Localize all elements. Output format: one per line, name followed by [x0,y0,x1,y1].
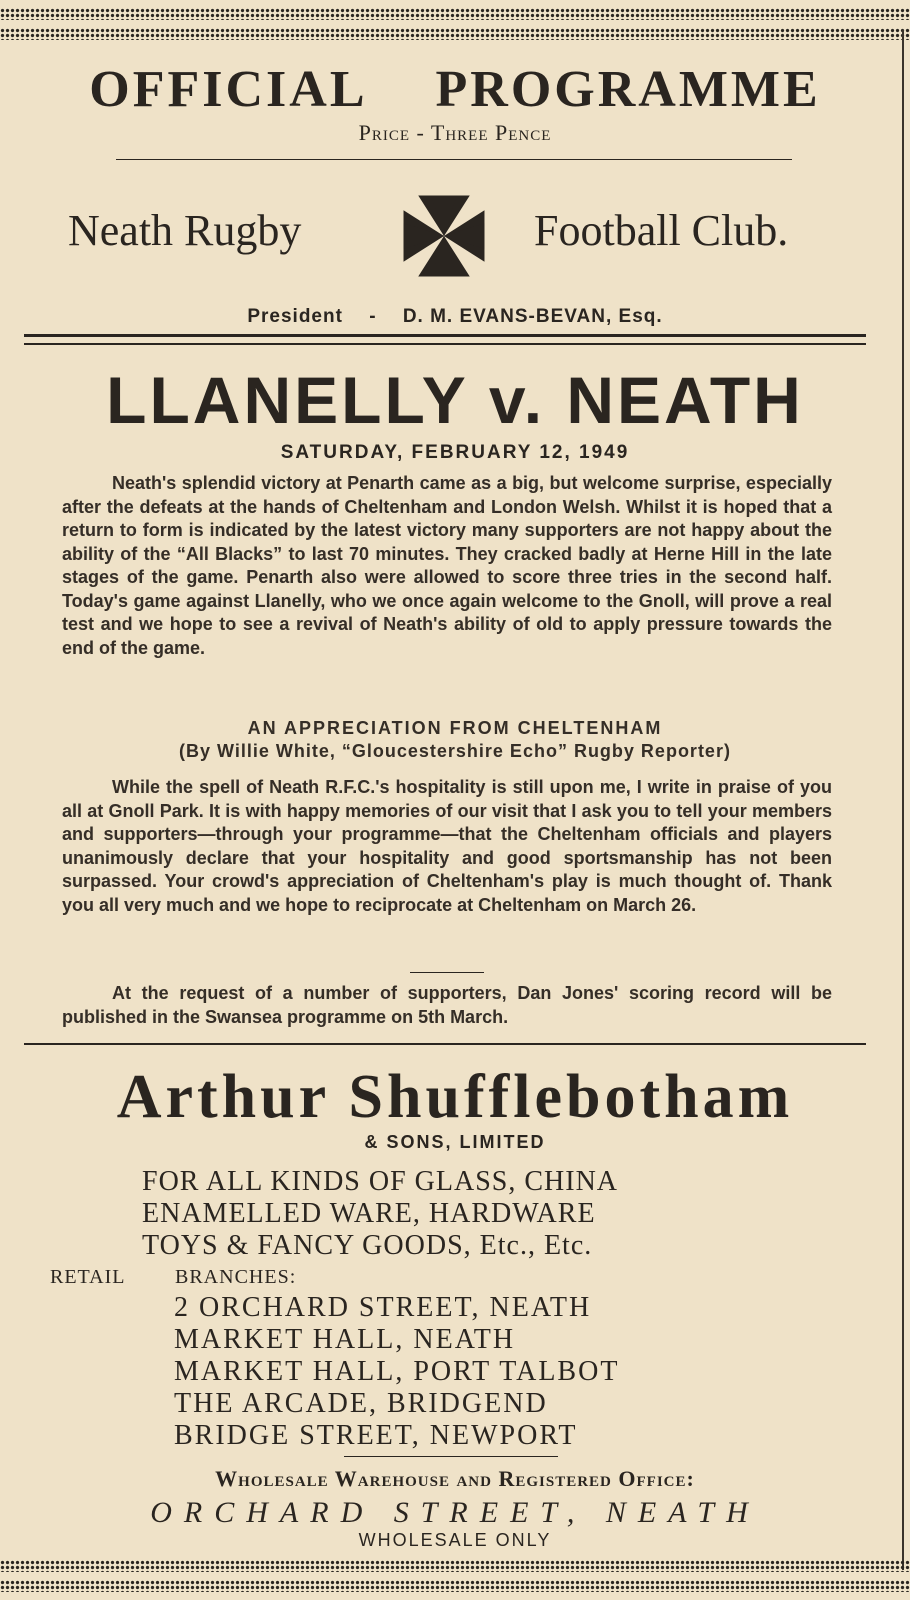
branch-item: MARKET HALL, PORT TALBOT [174,1356,620,1387]
match-date: SATURDAY, FEBRUARY 12, 1949 [280,442,630,463]
branch-item: MARKET HALL, NEATH [174,1324,516,1355]
club-name-right: Football Club. [534,206,789,255]
top-dotted-border-inner [0,28,910,40]
branch-item: BRIDGE STREET, NEWPORT [174,1420,578,1451]
maltese-cross-icon [398,190,490,282]
scoring-notice: At the request of a number of supporters, Dan Jones' scoring record will be published in the Swansea programme on 5th March. [62,983,832,1027]
advertiser-name: Arthur Shufflebotham [116,1063,794,1131]
appreciation-body: While the spell of Neath R.F.C.'s hospitality is still upon me, I write in praise of you all at Gnoll Park. It is with happy memories of our visit that I ask you to tell your members and supporters—through your programme—that the Cheltenham officials and players unanimously declare that your hospitality and good sportsmanship has not been surpassed. Your crowd's appreciation of Cheltenham's play is much thought of. Thank you all very much and we hope to reciprocate at Cheltenham on March 26. [62,777,832,915]
programme-price: Price - Three Pence [358,120,552,145]
president-separator: - [369,306,377,327]
title-programme: PROGRAMME [435,61,821,118]
retail-label: RETAIL [50,1266,126,1288]
goods-list [142,1166,618,1262]
intro-paragraph: Neath's splendid victory at Penarth came as a big, but welcome surprise, especially after the defeats at the hands of Cheltenham and London Welsh. Whilst it is hoped that a return to form is indicated by the latest victory many supporters are not happy about the ability of the “All Blacks” to last 70 minutes. They cracked badly at Herne Hill in the late stages of the game. Penarth also were allowed to score three tries in the second half. Today's game against Llanelly, who we once again welcome to the Gnoll, will prove a real test and we hope to see a revival of Neath's ability of old to apply pressure towards the end of the game. [62,473,832,658]
club-name-left: Neath Rugby [68,206,302,255]
advert-divider [24,1043,866,1045]
double-rule-top [24,334,866,337]
branch-list [174,1292,619,1452]
appreciation-byline: (By Willie White, “Gloucestershire Echo” Rugby Reporter) [179,741,731,761]
header-divider [116,159,792,160]
title-official: OFFICIAL [89,61,368,118]
appreciation-heading: AN APPRECIATION FROM CHELTENHAM [247,718,663,738]
right-edge-rule [902,30,904,1570]
wholesale-divider [344,1456,558,1457]
bottom-dotted-border [0,1580,910,1592]
match-headline: LLANELLY v. NEATH [106,363,804,437]
president-label: President [247,306,343,327]
programme-title [0,60,910,119]
branches-label: BRANCHES: [175,1266,297,1288]
wholesale-address: ORCHARD STREET, NEATH [150,1496,760,1529]
goods-item: FOR ALL KINDS OF GLASS, CHINA [142,1166,619,1197]
goods-item: ENAMELLED WARE, HARDWARE [142,1198,596,1229]
bottom-dotted-border-inner [0,1560,910,1572]
branch-item: 2 ORCHARD STREET, NEATH [174,1292,592,1323]
branch-item: THE ARCADE, BRIDGEND [174,1388,548,1419]
goods-item: TOYS & FANCY GOODS, Etc., Etc. [142,1230,593,1261]
top-dotted-border [0,8,910,20]
short-divider [410,972,484,973]
advertiser-sons: & SONS, LIMITED [364,1132,546,1152]
wholesale-only: WHOLESALE ONLY [358,1530,552,1550]
double-rule-bottom [24,343,866,345]
president-line [0,306,910,328]
president-name: D. M. EVANS-BEVAN, Esq. [402,306,663,327]
wholesale-heading: Wholesale Warehouse and Registered Office: [215,1466,695,1491]
